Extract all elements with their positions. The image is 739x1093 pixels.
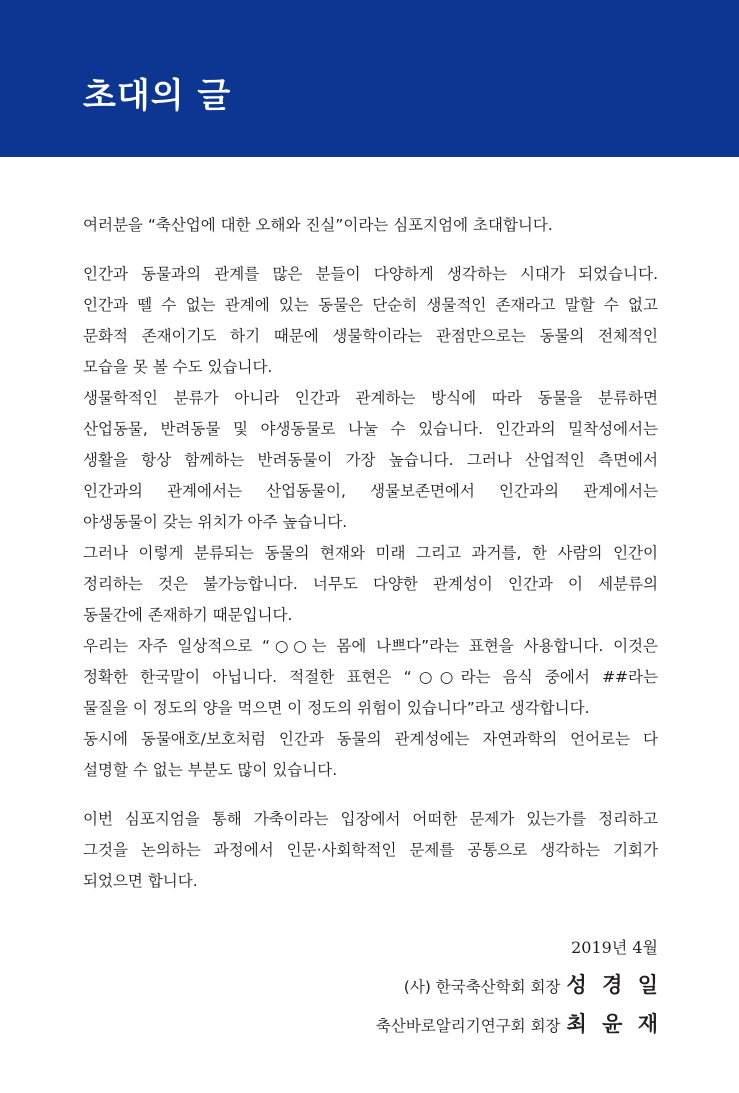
letter-body (83, 210, 658, 897)
text-line: 문화적 존재이기도 하기 때문에 생물학이라는 관점만으로는 동물의 전체적인 (83, 327, 658, 345)
text-line: 이번 심포지엄을 통해 가축이라는 입장에서 어떠한 문제가 있는가를 정리하고 (83, 810, 658, 828)
text-line: 인간과의 관계에서는 산업동물이, 생물보존면에서 인간과의 관계에서는 (83, 482, 658, 500)
text-line: 동시에 동물애호/보호처럼 인간과 동물의 관계성에는 자연과학의 언어로는 다 (83, 730, 658, 748)
text-line: 되었으면 합니다. (83, 872, 198, 890)
main-paragraph (83, 259, 658, 786)
signer-name: 성 경 일 (566, 972, 662, 997)
text-line: 인간과 동물과의 관계를 많은 분들이 다양하게 생각하는 시대가 되었습니다. (83, 265, 658, 283)
text-line: 우리는 자주 일상적으로 “○○는 몸에 나쁘다”라는 표현을 사용합니다. 이것은 (83, 637, 658, 655)
text-line: 인간과 뗄 수 없는 관계에 있는 동물은 단순히 생물적인 존재라고 말할 수 없고 (83, 296, 658, 314)
text-line: 생물학적인 분류가 아니라 인간과 관계하는 방식에 따라 동물을 분류하면 (83, 389, 658, 407)
text-line: 산업동물, 반려동물 및 야생동물로 나눌 수 있습니다. 인간과의 밀착성에서는 (83, 420, 658, 438)
text-line: 생활을 항상 함께하는 반려동물이 가장 높습니다. 그러나 산업적인 측면에서 (83, 451, 658, 469)
signature-line-2 (375, 1008, 662, 1042)
text-line: 설명할 수 없는 부분도 많이 있습니다. (83, 761, 338, 779)
intro-paragraph: 여러분을 “축산업에 대한 오해와 진실”이라는 심포지엄에 초대합니다. (83, 216, 553, 234)
text-line: 정리하는 것은 불가능합니다. 너무도 다양한 관계성이 인간과 이 세분류의 (83, 575, 658, 593)
text-line: 물질을 이 정도의 양을 먹으면 이 정도의 위험이 있습니다”라고 생각합니다. (83, 699, 590, 717)
signature-line-1 (403, 969, 662, 1003)
text-line: 정확한 한국말이 아닙니다. 적절한 표현은 “○○라는 음식 중에서 ##라는 (83, 668, 658, 686)
text-line: 동물간에 존재하기 때문입니다. (83, 606, 293, 624)
text-line: 모습을 못 볼 수도 있습니다. (83, 358, 273, 376)
text-line: 야생동물이 갖는 위치가 아주 높습니다. (83, 513, 348, 531)
text-line: 그것을 논의하는 과정에서 인문·사회학적인 문제를 공통으로 생각하는 기회가 (83, 841, 658, 859)
title-banner (0, 0, 739, 157)
signer-title: (사) 한국축산학회 회장 (403, 978, 561, 996)
letter-date: 2019년 4월 (571, 938, 658, 957)
text-line: 그러나 이렇게 분류되는 동물의 현재와 미래 그리고 과거를, 한 사람의 인간이 (83, 544, 658, 562)
signer-name: 최 윤 재 (566, 1011, 662, 1036)
signer-title: 축산바로알리기연구회 회장 (375, 1017, 561, 1035)
page-title: 초대의 글 (83, 76, 232, 116)
closing-paragraph (83, 804, 658, 897)
